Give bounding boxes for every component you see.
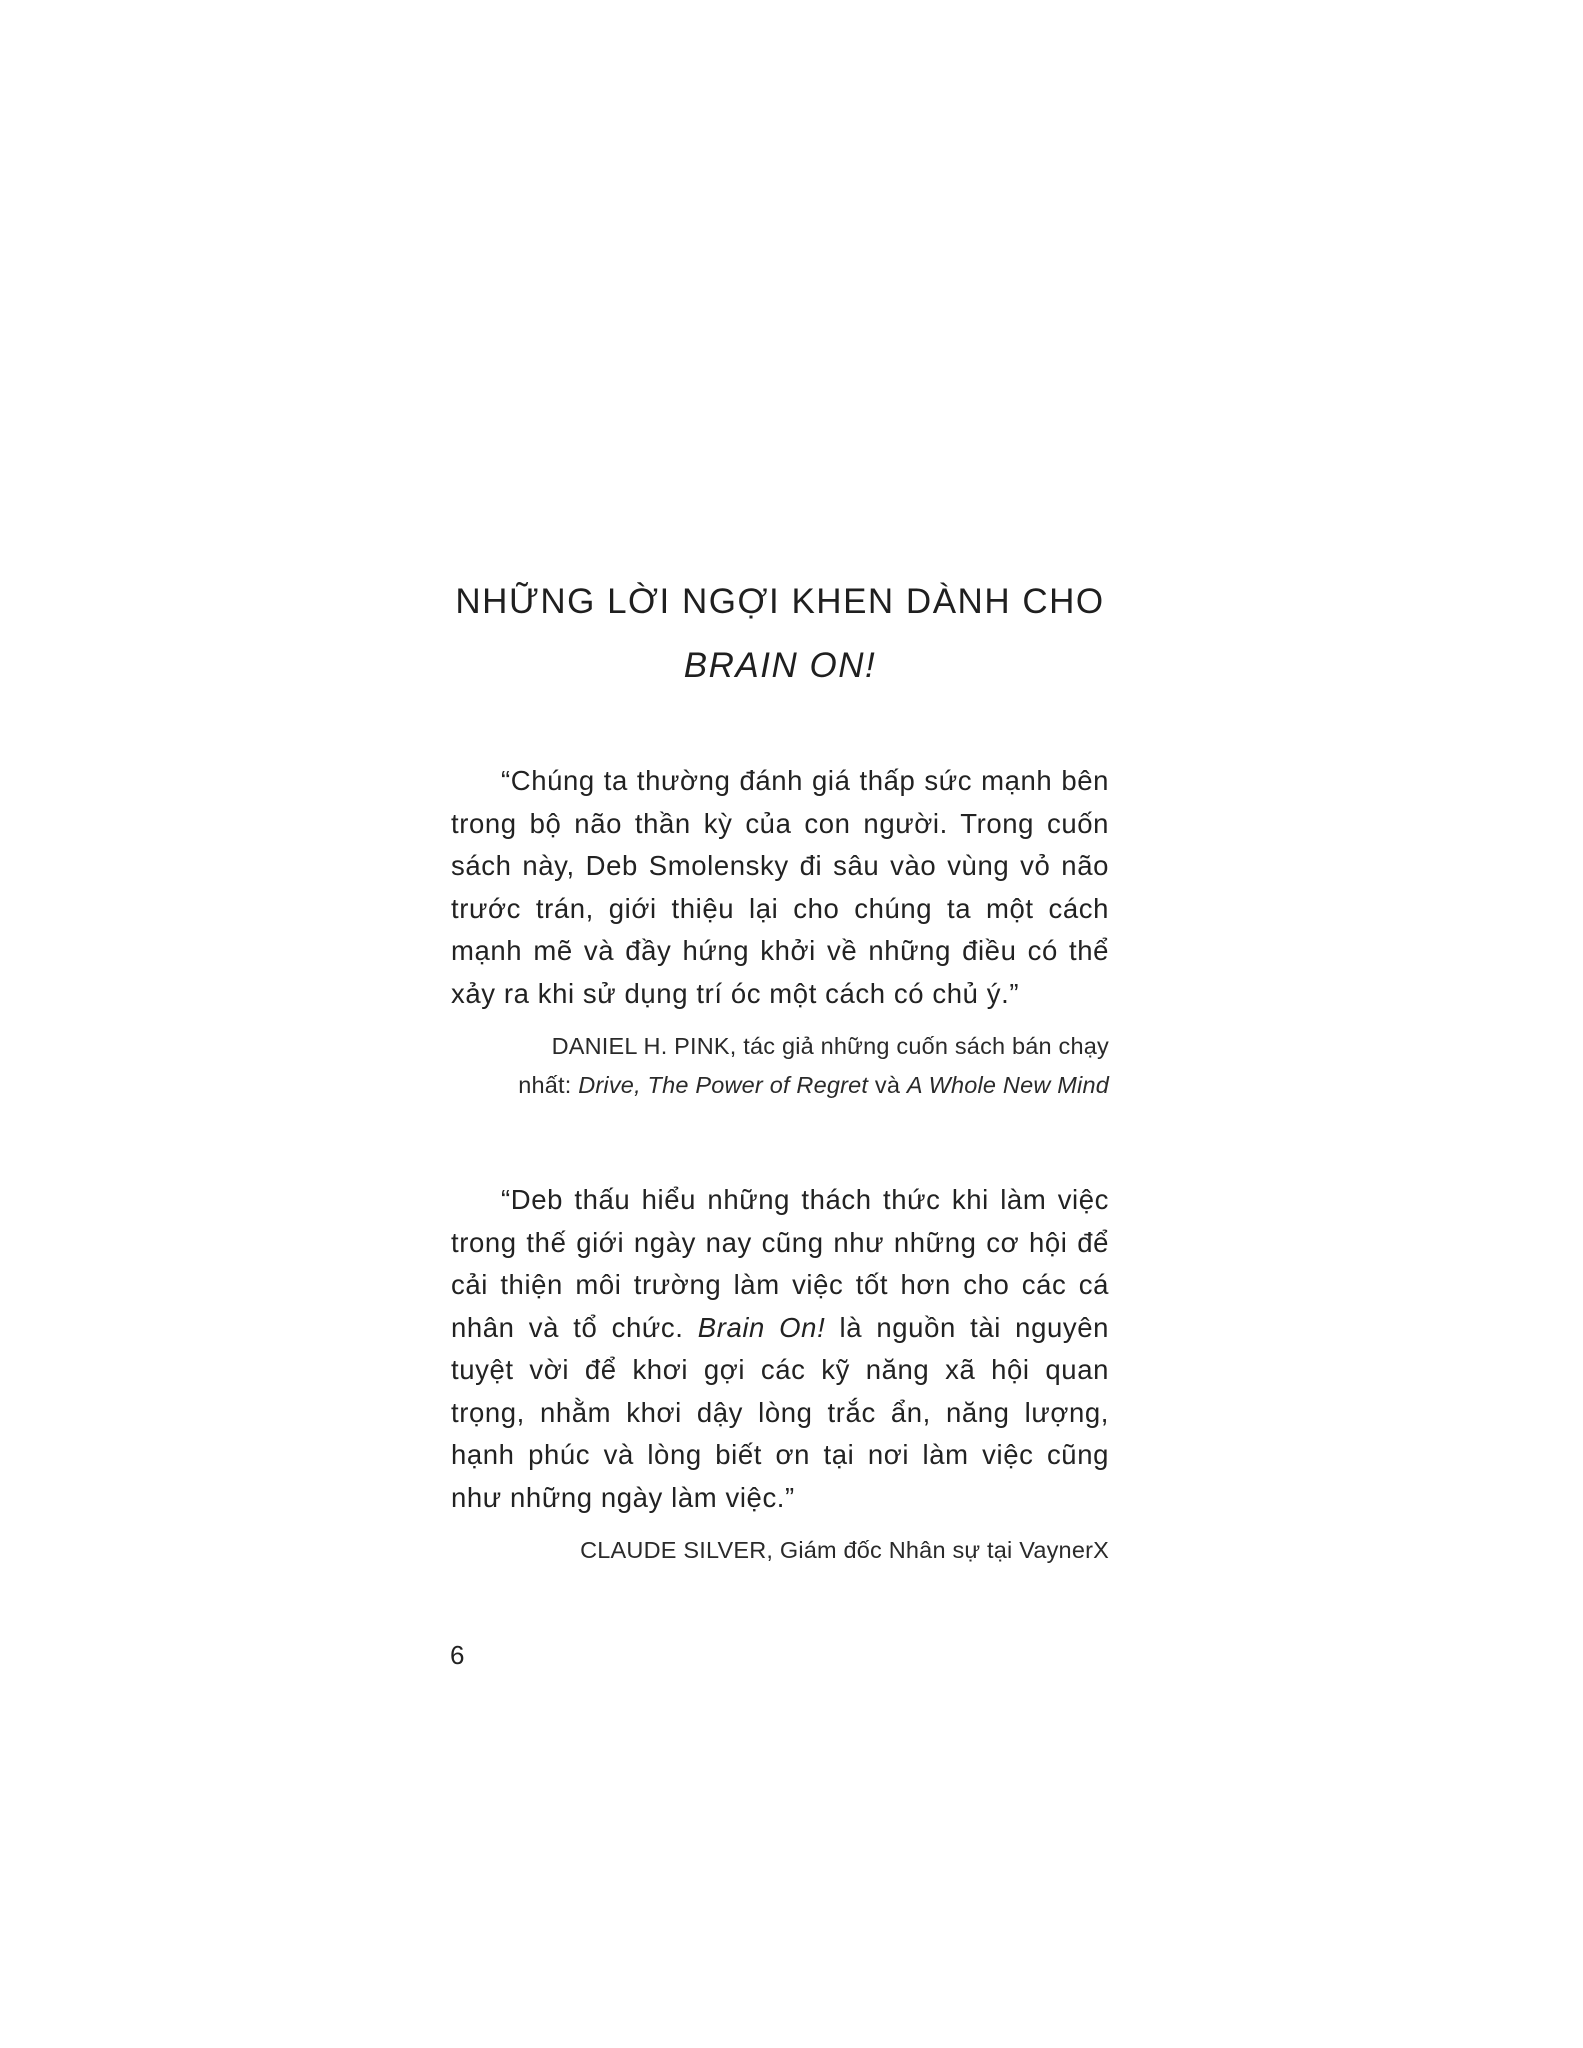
page-number: 6 — [450, 1640, 465, 1670]
quote-1 — [451, 760, 1109, 1105]
page-title — [450, 570, 1110, 698]
attribution-conjunction: và — [868, 1072, 907, 1098]
book-title-1: Drive, The Power of Regret — [578, 1072, 869, 1098]
title-line-2: BRAIN ON! — [683, 646, 877, 685]
quote-2-attribution: CLAUDE SILVER, Giám đốc Nhân sự tại VaynerX — [580, 1537, 1109, 1563]
book-title-2: A Whole New Mind — [906, 1072, 1109, 1098]
quote-1-text: “Chúng ta thường đánh giá thấp sức mạnh bên trong bộ não thần kỳ của con người. Trong cuốn sách này, Deb Smolensky đi sâu vào vùng vỏ não trước trán, giới thiệu lại cho chúng ta một cách mạnh mẽ và đầy hứng khởi về những điều có thể xảy ra khi sử dụng trí óc một cách có chủ ý.” — [451, 765, 1109, 1009]
title-line-1: NHỮNG LỜI NGỢI KHEN DÀNH CHO — [455, 582, 1105, 621]
quote-2-book-title: Brain On! — [697, 1311, 826, 1343]
attribution-prefix: nhất: — [518, 1072, 579, 1098]
quote-2-text-part2: là nguồn tài nguyên tuyệt vời để khơi gợi các kỹ năng xã hội quan trọng, nhằm khơi dậy lòng trắc ẩn, năng lượng, hạnh phúc và lòng biết ơn tại nơi làm việc cũng như những ngày làm việc.” — [451, 1311, 1109, 1513]
quote-2 — [451, 1179, 1109, 1570]
quote-1-attribution-line1: DANIEL H. PINK, tác giả những cuốn sách bán chạy — [551, 1033, 1109, 1059]
quote-1-attribution — [451, 1027, 1109, 1105]
quote-2-text — [451, 1179, 1109, 1519]
quote-2-text-part1: “Deb thấu hiểu những thách thức khi làm việc trong thế giới ngày nay cũng như những cơ hội để cải thiện môi trường làm việc tốt hơn cho các cá nhân và tổ chức. — [451, 1184, 1109, 1343]
quote-1-attribution-line2 — [451, 1066, 1109, 1105]
